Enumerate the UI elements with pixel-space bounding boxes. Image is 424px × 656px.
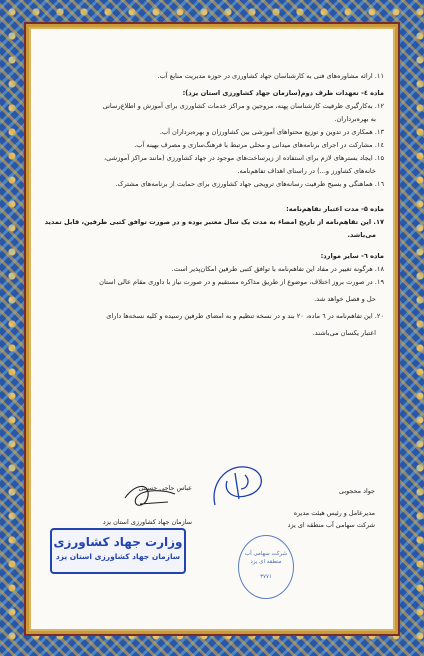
clause-15-line-2: خانه‌های کشاورز و...) در راستای اهداف تفاهم‌نامه.	[237, 167, 376, 175]
party-2-signature-scribble	[120, 478, 180, 514]
clause-11: ۱۱. ارائه مشاوره‌های فنی به کارشناسان جهاد کشاورزی در حوزه مدیریت منابع آب.	[157, 72, 384, 80]
article-6-heading: ماده ٦- سایر موارد:	[320, 252, 384, 260]
clause-19-line-1: ۱۹. در صورت بروز اختلاف، موضوع از طریق مذاکره مستقیم و در صورت نیاز با داوری مقام عالی استان	[99, 278, 384, 286]
clause-19-line-2: حل و فصل خواهد شد.	[314, 295, 376, 303]
water-company-seal	[238, 535, 294, 599]
stamp-subtitle: سازمان جهاد کشاورزی استان یزد	[55, 552, 181, 561]
clause-14: ۱٤. مشارکت در اجرای برنامه‌های میدانی و محلی مرتبط با فرهنگ‌سازی و مصرف بهینه آب.	[134, 141, 384, 149]
article-4-heading: ماده ٤- تعهدات طرف دوم(سازمان جهاد کشاورزی استان یزد):	[182, 89, 384, 97]
clause-16: ۱٦. هماهنگی و بسیج ظرفیت رسانه‌های ترویجی جهاد کشاورزی برای حمایت از برنامه‌های مشترک.	[115, 180, 384, 188]
party-2-name: عباس حاجی حسینی	[138, 484, 192, 492]
stamp-title: وزارت جهاد کشاورزی	[53, 535, 183, 549]
document-body	[42, 70, 384, 340]
clause-13: ۱۳. همکاری در تدوین و توزیع محتواهای آموزشی بین کشاورزان و بهره‌برداران آب.	[159, 128, 384, 136]
seal-number: ۳۷۷۱	[260, 574, 272, 580]
party-1-name: جواد محجوبی	[339, 487, 375, 495]
article-5-heading: ماده ۵- مدت اعتبار تفاهم‌نامه:	[286, 205, 384, 213]
clause-12-line-2: به بهره‌برداران.	[334, 115, 376, 123]
agriculture-ministry-stamp	[50, 528, 186, 574]
clause-20-line-1: ۲۰. این تفاهم‌نامه در ٦ ماده، ۲۰ بند و در نسخه تنظیم و به امضای طرفین رسیده و کلیه نسخه‌ها دارای	[106, 312, 384, 320]
clause-17-line-1: ۱۷. این تفاهم‌نامه از تاریخ امضاء به مدت یک سال معتبر بوده و در صورت توافق کتبی طرفین، قابل تمدید	[44, 218, 384, 226]
clause-12-line-1: ۱۲. به‌کارگیری ظرفیت کارشناسان پهنه، مروجین و مراکز خدمات کشاورزی برای آموزش و اطلاع‌رسانی	[102, 102, 384, 110]
seal-text: شرکت سهامی آب منطقه ای یزد	[244, 551, 288, 565]
party-1-title: مدیرعامل و رئیس هیئت مدیره	[293, 509, 375, 517]
clause-18: ۱۸. هرگونه تغییر در مفاد این تفاهم‌نامه با توافق کتبی طرفین امکان‌پذیر است.	[171, 265, 384, 273]
clause-17-line-2: می‌باشد.	[347, 231, 376, 239]
clause-20-line-2: اعتبار یکسان می‌باشند.	[312, 329, 376, 337]
clause-15-line-1: ۱۵. ایجاد بسترهای لازم برای استفاده از زیرساخت‌های موجود در جهاد کشاورزی (مانند مراکز آموزشی،	[104, 154, 384, 162]
party-1-org: شرکت سهامی آب منطقه ای یزد	[287, 521, 375, 529]
party-2-org: سازمان جهاد کشاورزی استان یزد	[102, 518, 192, 526]
party-1-signature-scribble	[205, 455, 275, 515]
